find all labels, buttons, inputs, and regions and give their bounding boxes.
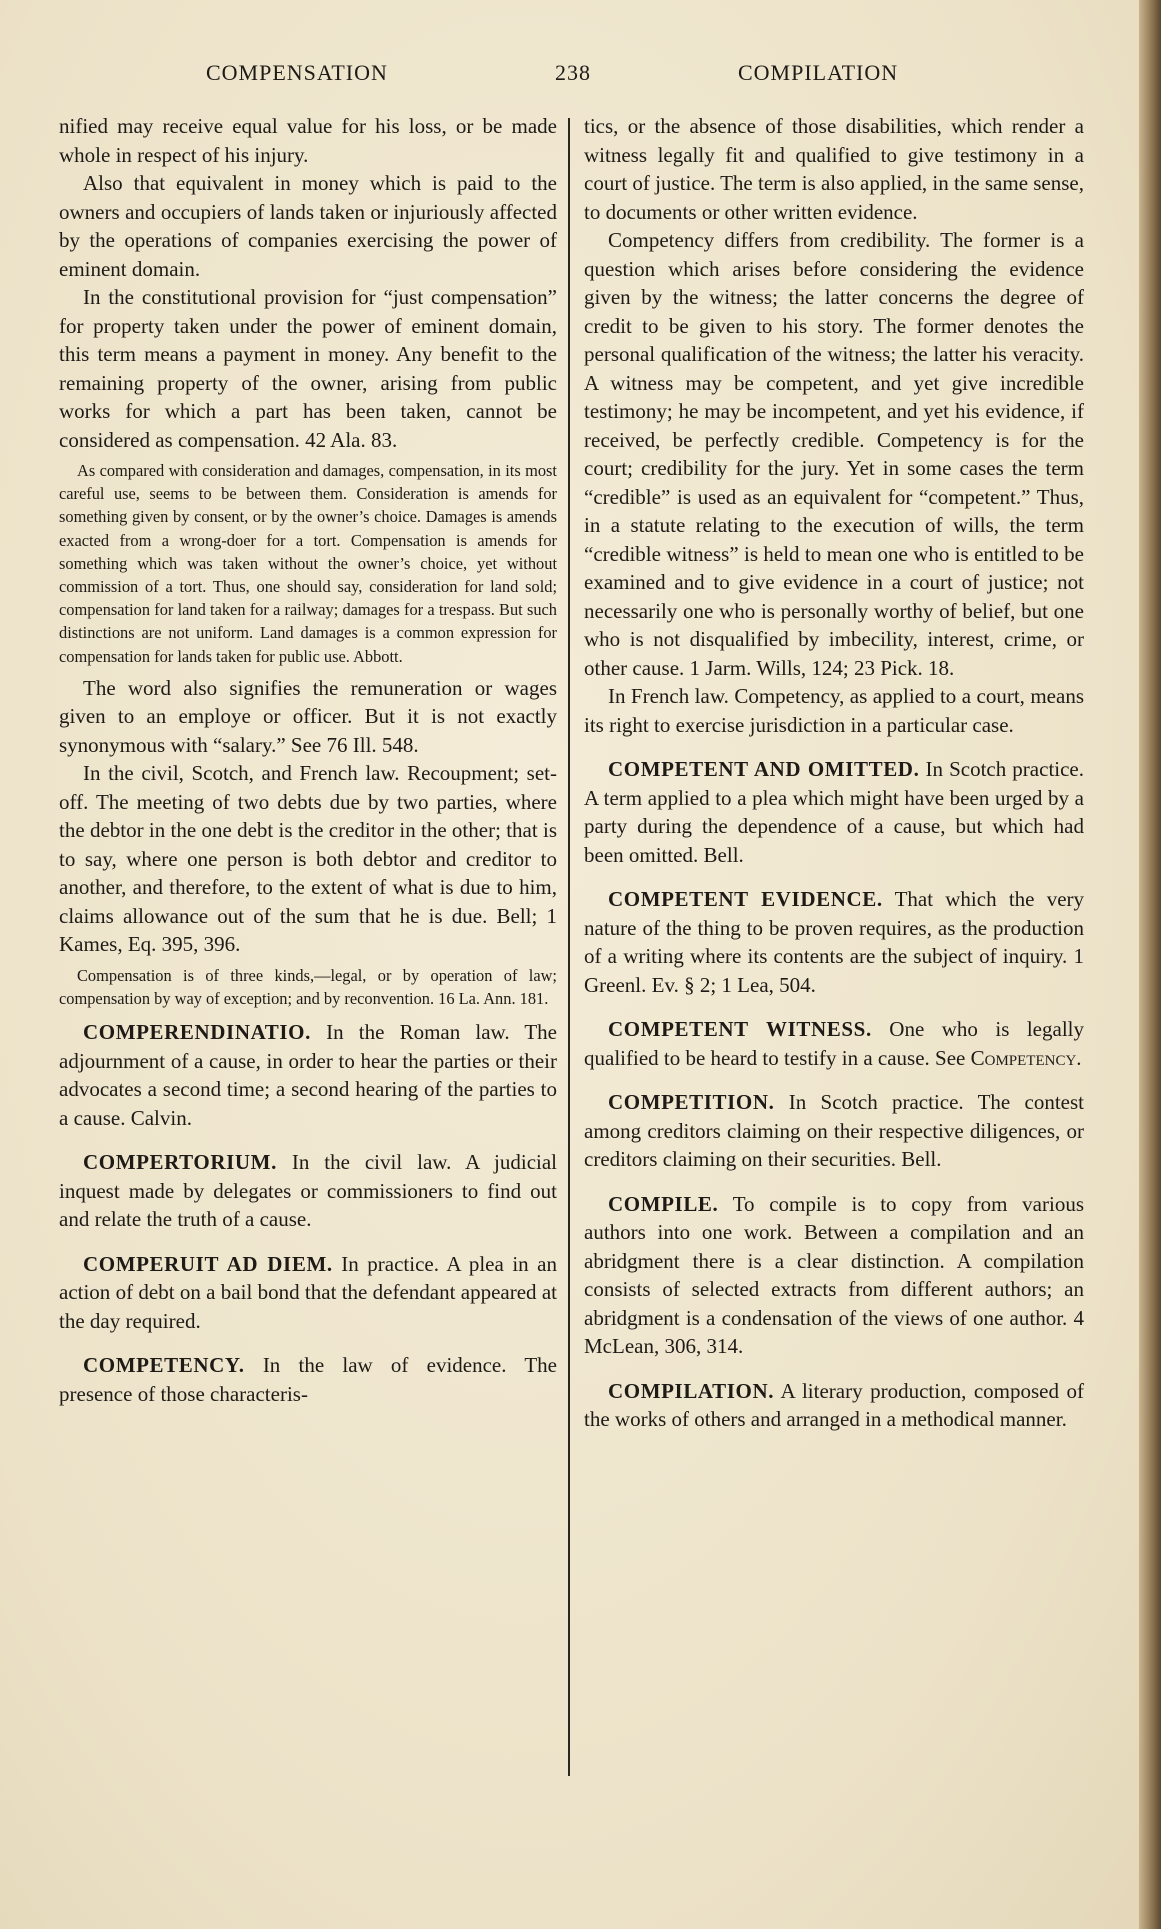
page-number: 238 bbox=[555, 60, 591, 85]
paragraph: In the civil, Scotch, and French law. Recoupment; set-off. The meeting of two debts due by two parties, where the debtor in the one debt is the creditor in the other; that is to say, where one person is both debtor and creditor to another, and therefore, to the extent of what is due to him, claims allowance out of the sum that he is due. Bell; 1 Kames, Eq. 395, 396. bbox=[59, 761, 557, 957]
paragraph: In the constitutional provision for “just compensation” for property taken under the power of eminent domain, this term means a payment in money. Any benefit to the remaining property of the owner, arising from public works for which a part has been taken, cannot be considered as compensation. 42 Ala. 83. bbox=[59, 285, 557, 452]
entry-competency bbox=[59, 1351, 557, 1408]
entry-headword: COMPETENCY. bbox=[83, 1353, 245, 1378]
header-right-guide-word: COMPILATION bbox=[738, 60, 899, 85]
entry-definition: To compile is to copy from various authors into one work. Between a compilation and an abridgment there is a clear distinction. A compilation consists of selected extracts from different authors; an abridgment is a condensation of the views of one author. 4 McLean, 306, 314. bbox=[584, 1191, 1085, 1358]
entry-headword: COMPETENT WITNESS. bbox=[608, 1017, 872, 1041]
paragraph: The word also signifies the remuneration or wages given to an employe or officer. But it is not exactly synonymous with “salary.” See 76 Ill. 548. bbox=[59, 675, 557, 757]
entry-compertorium bbox=[59, 1148, 557, 1234]
entry-headword: COMPILATION. bbox=[608, 1378, 775, 1403]
header-left-guide-word: COMPENSATION bbox=[206, 60, 388, 85]
paragraph: nified may receive equal value for his loss, or be made whole in respect of his injury. bbox=[59, 114, 557, 167]
entry-headword: COMPERTORIUM. bbox=[83, 1150, 277, 1175]
entry-headword: COMPETENT EVIDENCE. bbox=[608, 887, 883, 911]
entry-compile bbox=[584, 1190, 1084, 1361]
entry-compilation bbox=[584, 1377, 1084, 1434]
entry-competent-witness bbox=[584, 1015, 1084, 1072]
entry-definition: A literary production, composed of the works of others and arranged in a methodical manner. bbox=[584, 1378, 1085, 1431]
paragraph: Also that equivalent in money which is paid to the owners and occupiers of lands taken or injuriously affected by the operations of companies exercising the power of eminent domain. bbox=[59, 171, 557, 281]
entry-definition: In practice. A plea in an action of debt on a bail bond that the defendant appeared at the day required. bbox=[59, 1251, 558, 1333]
column-divider bbox=[568, 118, 570, 1776]
paragraph: In French law. Competency, as applied to a court, means its right to exercise jurisdiction in a particular case. bbox=[584, 684, 1084, 737]
entry-definition: In the law of evidence. The presence of those characteris- bbox=[59, 1353, 557, 1406]
entry-competent-evidence bbox=[584, 885, 1084, 999]
entry-definition: In the civil law. A judicial inquest made by delegates or commissioners to find out and relate the truth of a cause. bbox=[59, 1150, 558, 1232]
note-paragraph: Compensation is of three kinds,—legal, or by operation of law; compensation by way of exception; and by reconvention. 16 La. Ann. 181. bbox=[59, 965, 557, 1009]
entry-headword: COMPILE. bbox=[608, 1191, 719, 1216]
paragraph: tics, or the absence of those disabilities, which render a witness legally fit and qualified to give testimony in a court of justice. The term is also applied, in the same sense, to documents or other written evidence. bbox=[584, 114, 1084, 224]
entry-comperuit-ad-diem bbox=[59, 1250, 557, 1336]
cross-reference: Competency. bbox=[970, 1045, 1082, 1070]
book-spine-edge bbox=[1139, 0, 1161, 1929]
running-header bbox=[0, 60, 1140, 94]
entry-headword: COMPERENDINATIO. bbox=[83, 1020, 311, 1045]
entry-definition: In Scotch practice. A term applied to a plea which might have been urged by a party during the dependence of a cause, but which had been omitted. Bell. bbox=[584, 757, 1084, 867]
left-column bbox=[59, 112, 557, 1408]
entry-headword: COMPETITION. bbox=[608, 1090, 775, 1114]
entry-headword: COMPERUIT AD DIEM. bbox=[83, 1251, 333, 1276]
entry-competent-and-omitted bbox=[584, 755, 1084, 869]
paragraph: Competency differs from credibility. The former is a question which arises before considering the evidence given by the witness; the latter concerns the degree of credit to be given to his story. The former denotes the personal qualification of the witness; the latter his veracity. A witness may be competent, and yet give incredible testimony; he may be incompetent, and yet his evidence, if received, be perfectly credible. Competency is for the court; credibility for the jury. Yet in some cases the term “credible” is used as an equivalent for “competent.” Thus, in a statute relating to the execution of wills, the term “credible witness” is held to mean one who is entitled to be examined and to give evidence in a court of justice; not necessarily one who is personally worthy of belief, but one who is not disqualified by imbecility, interest, crime, or other cause. 1 Jarm. Wills, 124; 23 Pick. 18. bbox=[584, 228, 1084, 680]
entry-definition: In Scotch practice. The contest among creditors claiming on their respective diligences, or creditors claiming on their securities. Bell. bbox=[584, 1090, 1084, 1171]
entry-definition: That which the very nature of the thing to be proven requires, as the production of a writing where its contents are the subject of inquiry. 1 Greenl. Ev. § 2; 1 Lea, 504. bbox=[584, 887, 1085, 997]
note-paragraph: As compared with consideration and damages, compensation, in its most careful use, seems to be between them. Consideration is amends for something given by consent, or by the owner’s choice. Damages is amends exacted from a wrong-doer for a tort. Compensation is amends for something which was taken without the owner’s choice, yet without commission of a tort. Thus, one should say, consideration for land sold; compensation for land taken for a railway; damages for a trespass. But such distinctions are not uniform. Land damages is a common expression for compensation for lands taken for public use. Abbott. bbox=[59, 461, 557, 666]
entry-competition bbox=[584, 1088, 1084, 1174]
entry-definition: One who is legally qualified to be heard to testify in a cause. See bbox=[584, 1017, 1084, 1070]
entry-headword: COMPETENT AND OMITTED. bbox=[608, 757, 920, 781]
right-column bbox=[584, 112, 1084, 1434]
entry-definition: In the Roman law. The adjournment of a cause, in order to hear the parties or their advocates a second time; a second hearing of the parties to a cause. Calvin. bbox=[59, 1020, 557, 1130]
entry-comperendinatio bbox=[59, 1018, 557, 1132]
